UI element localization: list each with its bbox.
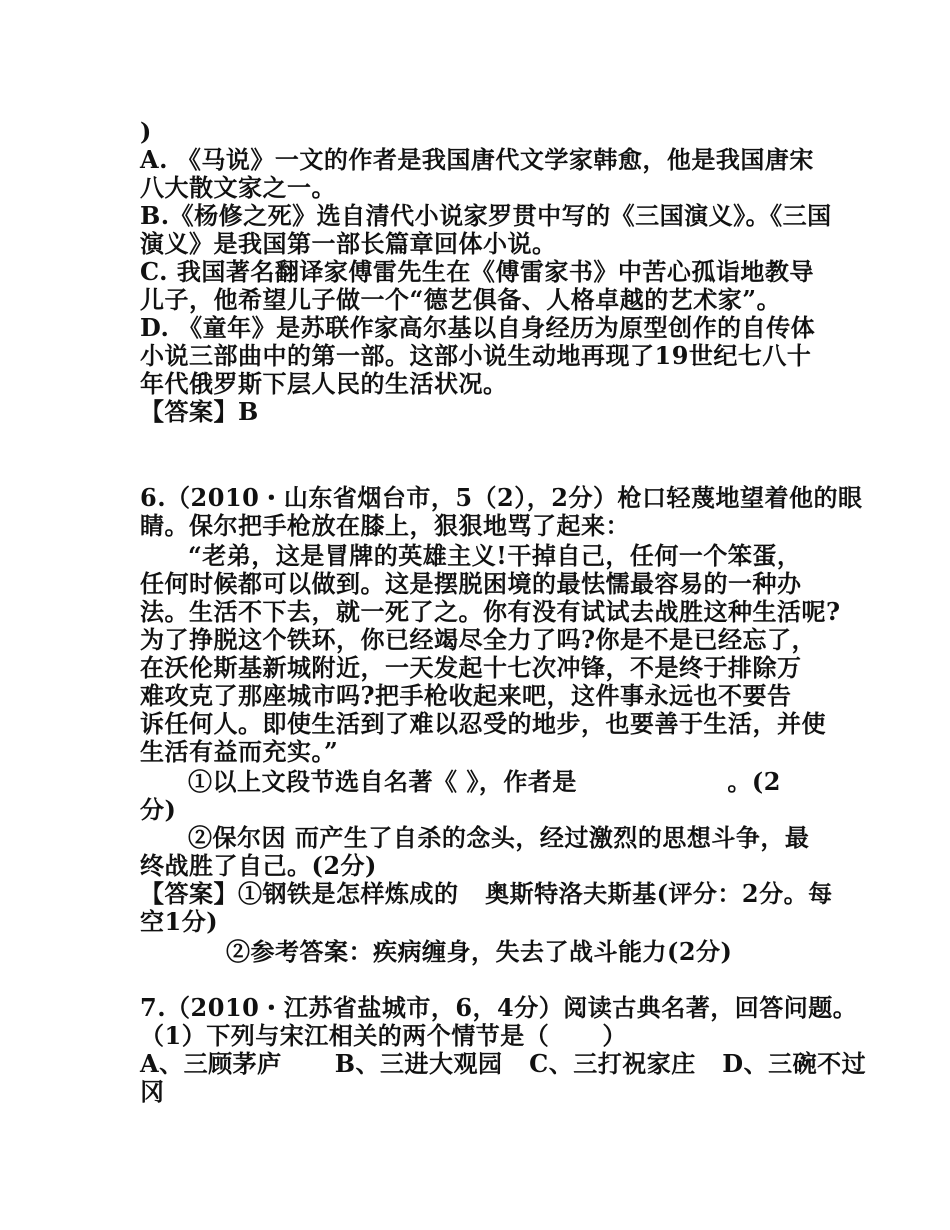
- passage-line-6: 难攻克了那座城市吗?把手枪收起来吧，这件事永远也不要告: [140, 681, 792, 710]
- sub-question-1-cont: 分): [140, 795, 177, 824]
- option-a: A. 《马说》一文的作者是我国唐代文学家韩愈，他是我国唐宋: [140, 145, 814, 174]
- passage-line-2: 任何时候都可以做到。这是摆脱困境的最怯懦最容易的一种办: [140, 569, 802, 598]
- passage-line-4: 为了挣脱这个铁环，你已经竭尽全力了吗?你是不是已经忘了，: [140, 625, 817, 654]
- option-d: D. 《童年》是苏联作家高尔基以自身经历为原型创作的自传体: [140, 313, 816, 342]
- answer-6-cont: 空1分): [140, 907, 219, 936]
- passage-line-7: 诉任何人。即使生活到了难以忍受的地步，也要善于生活，并使: [140, 709, 826, 738]
- option-a-cont: 八大散文家之一。: [140, 173, 336, 202]
- question-6-header: 6.（2010・山东省烟台市，5（2），2分）枪口轻蔑地望着他的眼: [140, 483, 863, 512]
- question-7-options: A、三顾茅庐 B、三进大观园 C、三打祝家庄 D、三碗不过: [140, 1049, 867, 1078]
- question-6-header-cont: 睛。保尔把手枪放在膝上，狠狠地骂了起来：: [140, 511, 630, 540]
- option-c: C. 我国著名翻译家傅雷先生在《傅雷家书》中苦心孤诣地教导: [140, 257, 814, 286]
- question-7-options-cont: 冈: [140, 1077, 165, 1106]
- option-d-cont: 小说三部曲中的第一部。这部小说生动地再现了19世纪七八十: [140, 341, 812, 370]
- answer-6-part-2: ②参考答案：疾病缠身，失去了战斗能力(2分): [226, 937, 733, 966]
- sub-question-2: ②保尔因 而产生了自杀的念头，经过激烈的思想斗争，最: [188, 823, 810, 852]
- option-c-cont: 儿子，他希望儿子做一个“德艺俱备、人格卓越的艺术家”。: [140, 285, 782, 314]
- passage-line-3: 法。生活不下去，就一死了之。你有没有试试去战胜这种生活呢?: [140, 597, 841, 626]
- sub-question-2-cont: 终战胜了自己。(2分): [140, 851, 377, 880]
- passage-line-8: 生活有益而充实。”: [140, 737, 339, 766]
- option-d-cont-2: 年代俄罗斯下层人民的生活状况。: [140, 369, 508, 398]
- paren-close: ): [140, 117, 152, 146]
- answer-6: 【答案】①钢铁是怎样炼成的 奥斯特洛夫斯基(评分：2分。每: [140, 879, 833, 908]
- question-7-header: 7.（2010・江苏省盐城市，6，4分）阅读古典名著，回答问题。: [140, 993, 858, 1022]
- answer-5: 【答案】B: [140, 397, 259, 426]
- option-b: B.《杨修之死》选自清代小说家罗贯中写的《三国演义》。《三国: [140, 201, 832, 230]
- passage-line-5: 在沃伦斯基新城附近，一天发起十七次冲锋，不是终于排除万: [140, 653, 802, 682]
- sub-question-1: ①以上文段节选自名著《 》，作者是 。(2: [188, 767, 781, 796]
- option-b-cont: 演义》是我国第一部长篇章回体小说。: [140, 229, 557, 258]
- passage-line-1: “老弟，这是冒牌的英雄主义!干掉自己，任何一个笨蛋，: [188, 541, 802, 570]
- question-7-sub-1: （1）下列与宋江相关的两个情节是（ ）: [140, 1021, 627, 1050]
